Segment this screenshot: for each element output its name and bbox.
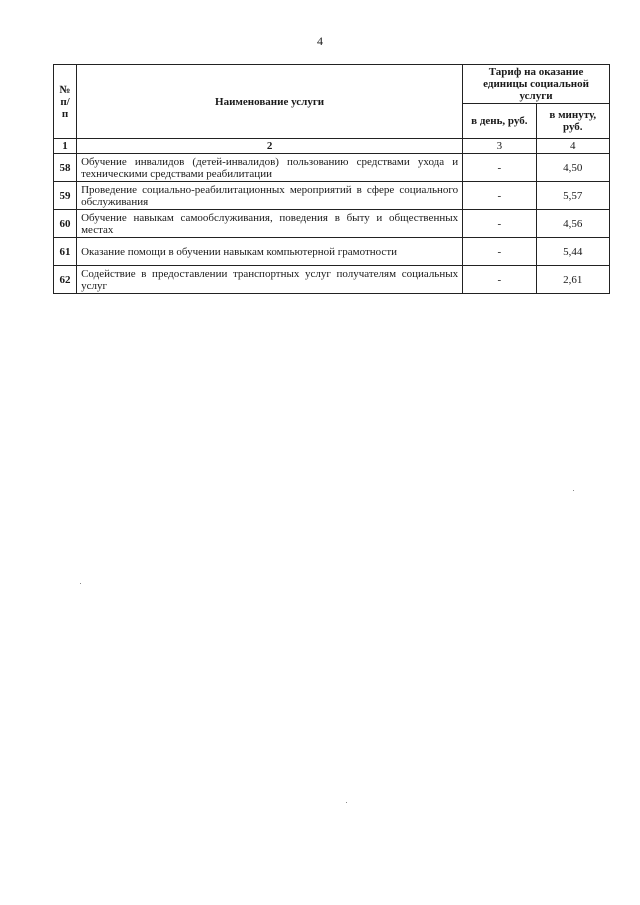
header-per-day: в день, руб. [463,104,536,139]
service-name: Содействие в предоставлении транспортных услуг получателям социальных услуг [77,266,463,294]
column-index: 4 [536,139,609,154]
table-row [54,154,610,182]
table-row [54,182,610,210]
column-index: 3 [463,139,536,154]
tariff-per-day: - [463,182,536,210]
tariff-per-minute: 4,56 [536,210,609,238]
header-service-name: Наименование услуги [77,65,463,139]
tariff-table [53,64,610,294]
tariff-per-day: - [463,266,536,294]
service-name: Оказание помощи в обучении навыкам компьютерной грамотности [77,238,463,266]
service-name: Обучение инвалидов (детей-инвалидов) пользованию средствами ухода и техническими средствами реабилитации [77,154,463,182]
tariff-per-day: - [463,210,536,238]
scan-speck [346,802,347,803]
row-number: 60 [54,210,77,238]
scan-speck [573,490,574,491]
table-row [54,210,610,238]
page-number: 4 [317,34,323,48]
service-name: Проведение социально-реабилитационных мероприятий в сфере социального обслуживания [77,182,463,210]
column-index: 2 [77,139,463,154]
row-number: 58 [54,154,77,182]
header-num: № п/п [54,65,77,139]
tariff-per-day: - [463,154,536,182]
tariff-per-minute: 5,57 [536,182,609,210]
header-per-minute: в минуту, руб. [536,104,609,139]
tariff-per-day: - [463,238,536,266]
row-number: 62 [54,266,77,294]
header-tariff: Тариф на оказание единицы социальной услуги [463,65,610,104]
service-name: Обучение навыкам самообслуживания, поведения в быту и общественных местах [77,210,463,238]
tariff-per-minute: 5,44 [536,238,609,266]
column-index-row [54,139,610,154]
column-index: 1 [54,139,77,154]
tariff-per-minute: 2,61 [536,266,609,294]
scan-speck [80,583,81,584]
table-row [54,266,610,294]
row-number: 61 [54,238,77,266]
tariff-per-minute: 4,50 [536,154,609,182]
table-row [54,238,610,266]
row-number: 59 [54,182,77,210]
